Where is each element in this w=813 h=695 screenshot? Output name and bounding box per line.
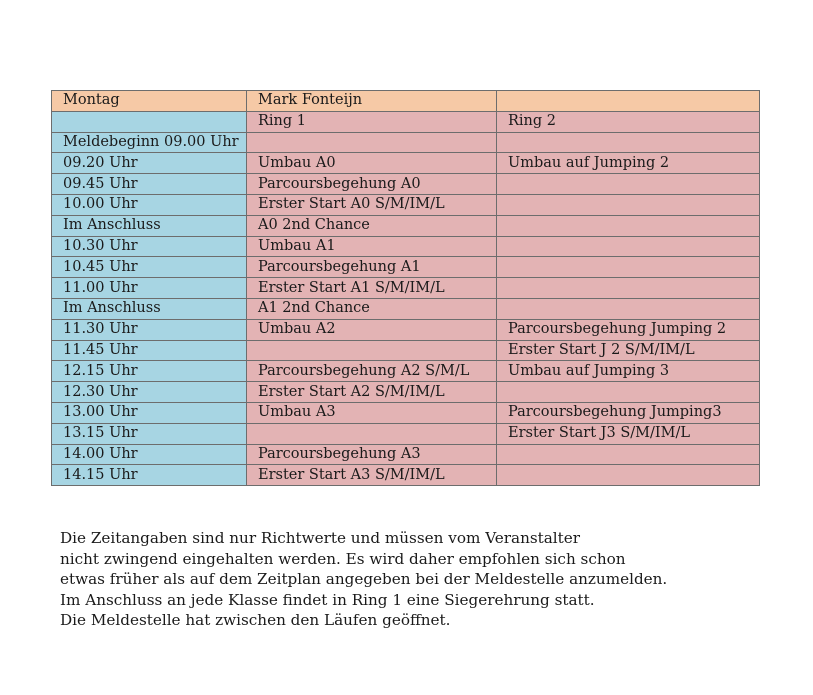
schedule-row <box>52 298 760 319</box>
ring1-cell: Erster Start A0 S/M/IM/L <box>247 194 497 215</box>
schedule-table <box>51 90 760 486</box>
ring1-cell: A1 2nd Chance <box>247 298 497 319</box>
ring1-cell: Parcoursbegehung A1 <box>247 257 497 278</box>
header-row <box>52 91 760 112</box>
schedule-row <box>52 236 760 257</box>
ring2-cell: Erster Start J3 S/M/IM/L <box>497 423 760 444</box>
ring2-cell: Parcoursbegehung Jumping3 <box>497 402 760 423</box>
time-cell: 14.15 Uhr <box>52 465 247 486</box>
schedule-row <box>52 174 760 195</box>
schedule-row <box>52 382 760 403</box>
time-cell: 11.30 Uhr <box>52 319 247 340</box>
schedule-row <box>52 319 760 340</box>
time-cell: 13.00 Uhr <box>52 402 247 423</box>
time-cell: 11.45 Uhr <box>52 340 247 361</box>
ring-header-empty-cell <box>52 111 247 132</box>
ring1-cell: A0 2nd Chance <box>247 215 497 236</box>
ring1-cell: Umbau A2 <box>247 319 497 340</box>
note-line: etwas früher als auf dem Zeitplan angegeben bei der Meldestelle anzumelden. <box>60 570 668 589</box>
time-cell: 12.15 Uhr <box>52 361 247 382</box>
ring2-cell <box>497 132 760 153</box>
time-cell: 11.00 Uhr <box>52 278 247 299</box>
schedule-row <box>52 465 760 486</box>
ring2-cell <box>497 215 760 236</box>
schedule-row <box>52 215 760 236</box>
ring1-cell: Umbau A0 <box>247 153 497 174</box>
ring1-cell: Umbau A3 <box>247 402 497 423</box>
time-cell: 10.00 Uhr <box>52 194 247 215</box>
ring1-cell: Erster Start A2 S/M/IM/L <box>247 382 497 403</box>
ring-header-row <box>52 111 760 132</box>
ring1-cell <box>247 340 497 361</box>
ring1-header: Ring 1 <box>247 111 497 132</box>
note-line: Im Anschluss an jede Klasse findet in Ring 1 eine Siegerehrung statt. <box>60 590 595 609</box>
ring1-cell: Parcoursbegehung A3 <box>247 444 497 465</box>
schedule-row <box>52 402 760 423</box>
ring2-cell <box>497 298 760 319</box>
day-cell: Montag <box>52 91 247 112</box>
ring1-cell: Erster Start A1 S/M/IM/L <box>247 278 497 299</box>
ring2-cell <box>497 257 760 278</box>
ring2-cell: Parcoursbegehung Jumping 2 <box>497 319 760 340</box>
schedule-row <box>52 257 760 278</box>
ring1-cell <box>247 132 497 153</box>
schedule-row <box>52 194 760 215</box>
ring1-cell: Parcoursbegehung A0 <box>247 174 497 195</box>
schedule-row <box>52 444 760 465</box>
time-cell: 09.20 Uhr <box>52 153 247 174</box>
time-cell: 09.45 Uhr <box>52 174 247 195</box>
schedule-row <box>52 423 760 444</box>
time-cell: Meldebeginn 09.00 Uhr <box>52 132 247 153</box>
time-cell: Im Anschluss <box>52 298 247 319</box>
time-cell: 14.00 Uhr <box>52 444 247 465</box>
judge-cell: Mark Fonteijn <box>247 91 497 112</box>
note-line: nicht zwingend eingehalten werden. Es wird daher empfohlen sich schon <box>60 549 626 568</box>
time-cell: 10.30 Uhr <box>52 236 247 257</box>
ring1-cell: Erster Start A3 S/M/IM/L <box>247 465 497 486</box>
schedule-row <box>52 278 760 299</box>
time-cell: Im Anschluss <box>52 215 247 236</box>
ring2-cell <box>497 278 760 299</box>
note-line: Die Zeitangaben sind nur Richtwerte und müssen vom Veranstalter <box>60 529 581 547</box>
schedule-row <box>52 153 760 174</box>
header-empty-cell <box>497 91 760 112</box>
ring2-cell <box>497 465 760 486</box>
time-cell: 12.30 Uhr <box>52 382 247 403</box>
ring2-header: Ring 2 <box>497 111 760 132</box>
schedule-row <box>52 340 760 361</box>
ring2-cell: Umbau auf Jumping 2 <box>497 153 760 174</box>
ring2-cell: Erster Start J 2 S/M/IM/L <box>497 340 760 361</box>
ring2-cell <box>497 194 760 215</box>
notes-section <box>60 528 780 631</box>
ring2-cell <box>497 444 760 465</box>
time-cell: 13.15 Uhr <box>52 423 247 444</box>
schedule-row <box>52 361 760 382</box>
schedule-body <box>52 91 760 486</box>
ring2-cell: Umbau auf Jumping 3 <box>497 361 760 382</box>
ring1-cell: Parcoursbegehung A2 S/M/L <box>247 361 497 382</box>
time-cell: 10.45 Uhr <box>52 257 247 278</box>
ring2-cell <box>497 236 760 257</box>
note-line: Die Meldestelle hat zwischen den Läufen geöffnet. <box>60 611 451 630</box>
schedule-row <box>52 132 760 153</box>
ring2-cell <box>497 382 760 403</box>
ring1-cell: Umbau A1 <box>247 236 497 257</box>
ring1-cell <box>247 423 497 444</box>
ring2-cell <box>497 174 760 195</box>
